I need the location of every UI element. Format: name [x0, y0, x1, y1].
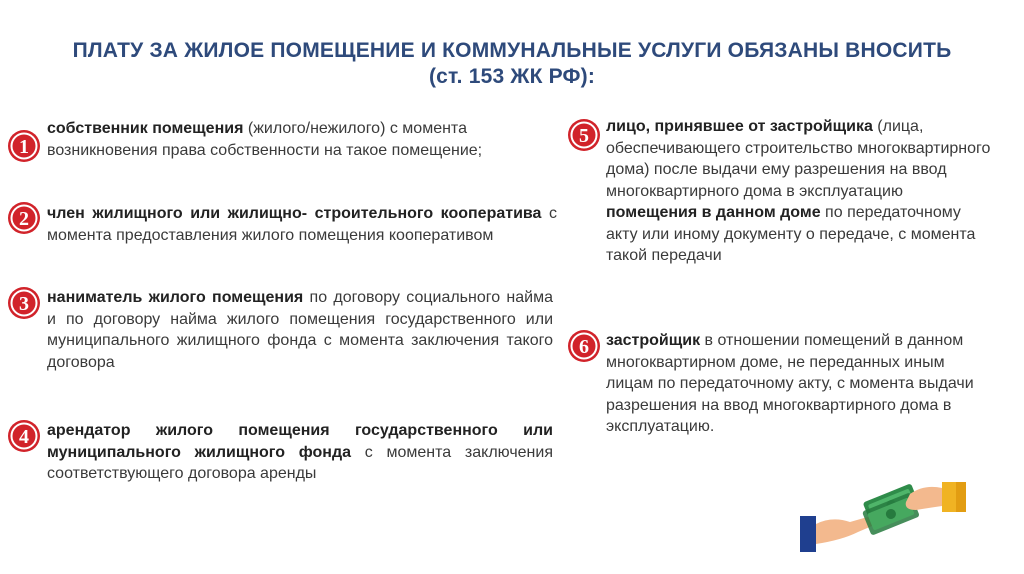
- left-sleeve-icon: [800, 516, 816, 552]
- number-2-badge-icon: [6, 200, 42, 236]
- list-item-3: [47, 287, 553, 373]
- item-6-heading: застройщик: [606, 332, 701, 349]
- badge-number: 5: [579, 125, 589, 147]
- item-6-text: в отношении помещений в данном многоквартирном доме, не переданных иным лицам по передаточному акту, с момента выдачи разрешения на ввод многоквартирного дома в эксплуатацию.: [606, 332, 974, 435]
- list-item-5: [606, 116, 996, 267]
- item-1-heading: собственник помещения: [47, 120, 244, 137]
- number-1-badge-icon: [6, 128, 42, 164]
- badge-number: 3: [19, 293, 29, 315]
- item-2-heading: член жилищного или жилищно- строительного кооператива: [47, 205, 542, 222]
- number-4-badge-icon: [6, 418, 42, 454]
- item-3-heading: наниматель жилого помещения: [47, 289, 304, 306]
- list-item-2: [47, 203, 557, 246]
- item-1-text: (жилого/нежилого) с момента возникновения права собственности на такое помещение;: [47, 120, 483, 159]
- title-line-2: (ст. 153 ЖК РФ):: [428, 65, 596, 88]
- item-2-text: с момента предоставления жилого помещения кооперативом: [47, 205, 557, 244]
- badge-number: 1: [19, 136, 29, 158]
- item-4-heading: арендатор жилого помещения государственного или муниципального жилищного фонда: [47, 422, 553, 461]
- badge-number: 6: [579, 336, 589, 358]
- number-3-badge-icon: [6, 285, 42, 321]
- number-6-badge-icon: [566, 328, 602, 364]
- right-sleeve-icon: [942, 482, 966, 512]
- item-5-heading: лицо, принявшее от застройщика: [606, 118, 873, 135]
- money-handover-illustration: [792, 476, 972, 558]
- item-5-text-2: по передаточному акту или иному документу о передаче, с момента такой передачи: [606, 204, 976, 264]
- item-3-text: по договору социального найма и по договору найма жилого помещения государственного или муниципального жилищного фонда с момента заключения такого договора: [47, 289, 553, 371]
- badge-number: 2: [19, 208, 29, 230]
- list-item-4: [47, 420, 553, 485]
- item-4-text: с момента заключения соответствующего договора аренды: [47, 443, 553, 482]
- list-item-1: [47, 118, 557, 161]
- number-5-badge-icon: [566, 117, 602, 153]
- title-line-1: ПЛАТУ ЗА ЖИЛОЕ ПОМЕЩЕНИЕ И КОММУНАЛЬНЫЕ УСЛУГИ ОБЯЗАНЫ ВНОСИТЬ: [72, 39, 952, 62]
- item-5-text: (лица, обеспечивающего строительство многоквартирного дома) после выдачи ему разрешения на ввод многоквартирного дома в эксплуатацию: [606, 118, 991, 200]
- badge-number: 4: [19, 426, 29, 448]
- list-item-6: [606, 330, 996, 438]
- page-title: [20, 38, 1004, 90]
- item-5-emphasis: помещения в данном доме: [606, 204, 821, 221]
